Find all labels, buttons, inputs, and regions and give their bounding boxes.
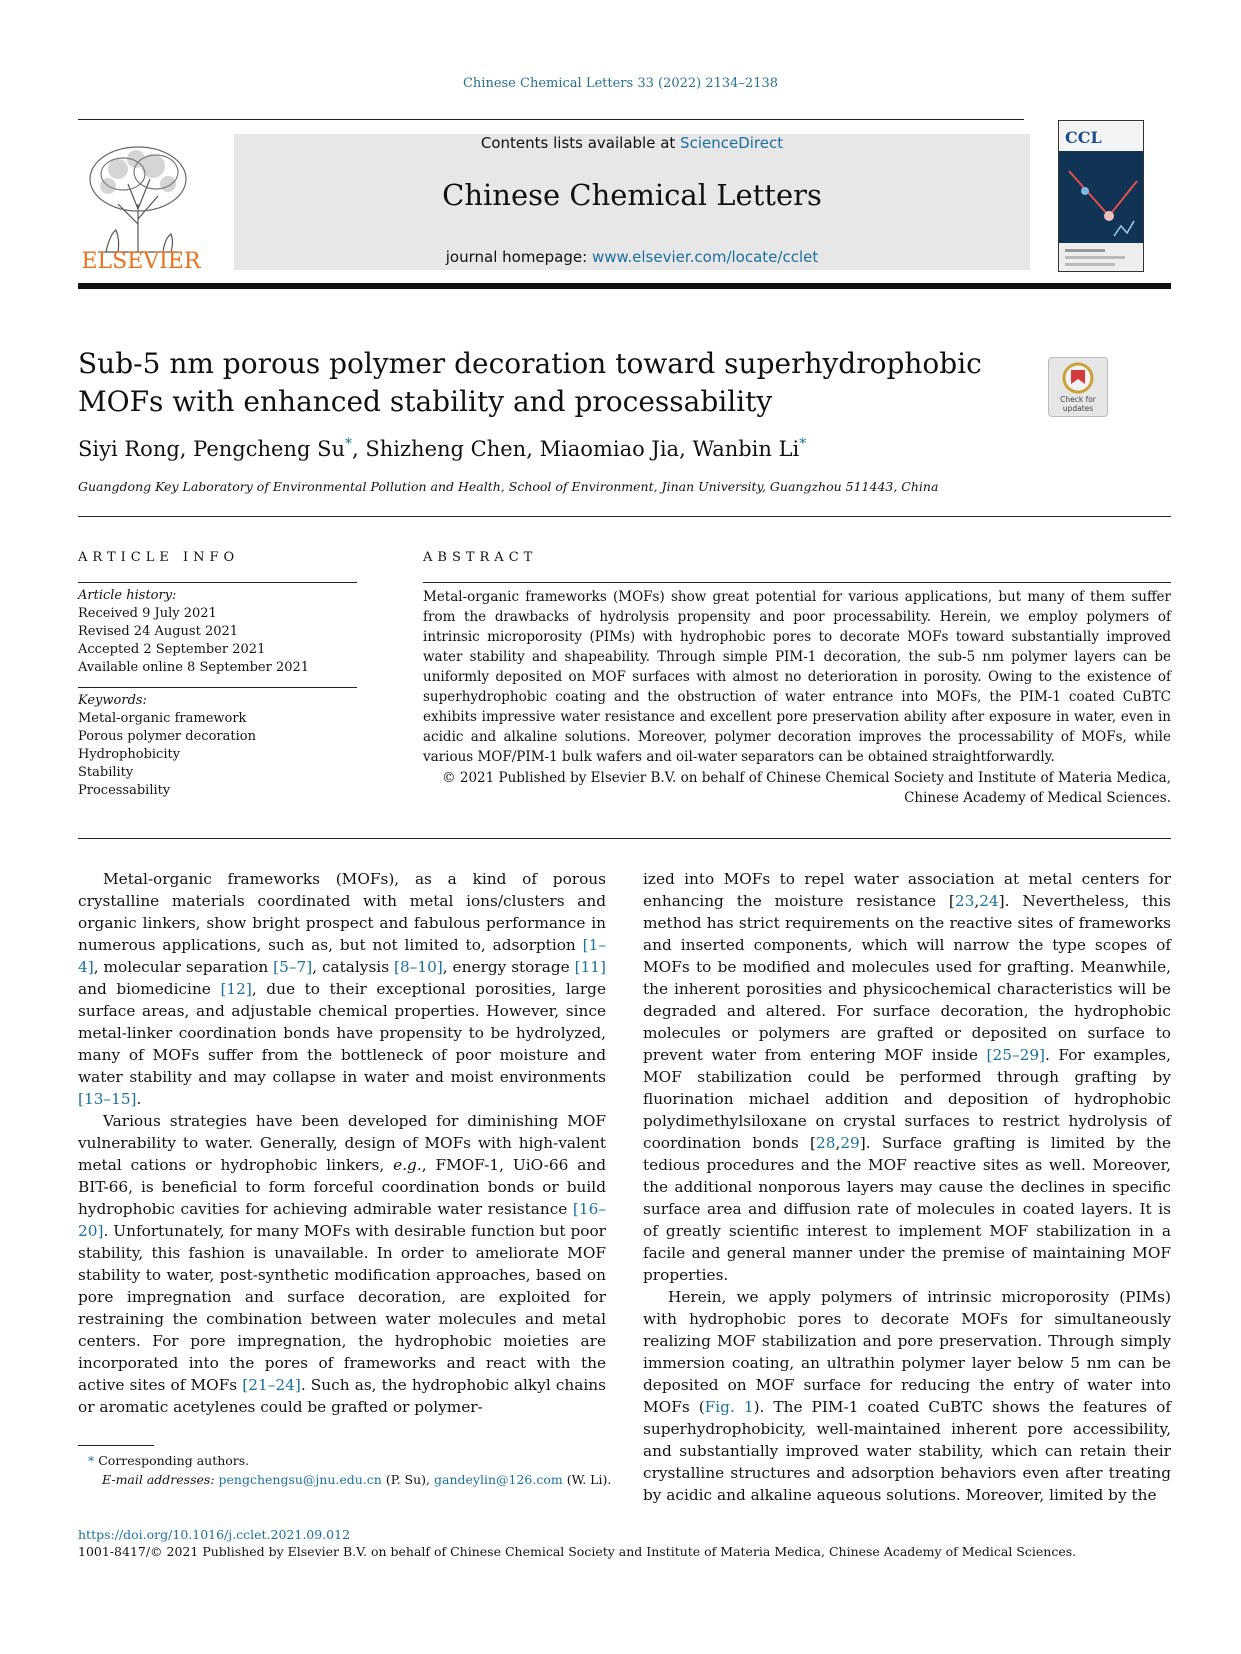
affiliation: Guangdong Key Laboratory of Environmental Pollution and Health, School of Environment, Jinan University, Guangzhou 511443, China bbox=[78, 479, 939, 494]
reference-link[interactable]: [12] bbox=[220, 980, 252, 998]
email-link-su[interactable]: pengchengsu@jnu.edu.cn bbox=[218, 1472, 382, 1487]
journal-title: Chinese Chemical Letters bbox=[442, 178, 822, 212]
elsevier-logo bbox=[78, 134, 204, 270]
history-online: Available online 8 September 2021 bbox=[78, 660, 310, 675]
body-text: . For examples, MOF stabilization could be performed through grafting by fluorination michael addition and deposition of hydrophobic polydimethylsiloxane on crystal surfaces to restrict hydrolysis of coordination bonds [ bbox=[643, 1046, 1171, 1152]
article-history bbox=[78, 587, 357, 677]
body-text: ]. Nevertheless, this method has strict requirements on the reactive sites of frameworks and inserted components, which will narrow the type scopes of MOFs to be modified and molecules used for grafting. Meanwhile, the inherent porosities and physicochemical characteristics will be degraded and altered. For surface decoration, the hydrophobic molecules or polymers are grafted or deposited on surface to prevent water from entering MOF inside bbox=[643, 892, 1171, 1064]
keyword-item: Porous polymer decoration bbox=[78, 729, 256, 744]
body-text: and biomedicine bbox=[78, 980, 221, 998]
body-text: Herein, we apply polymers of intrinsic microporosity (PIMs) with hydrophobic pores to decorate MOFs for simultaneously realizing MOF stabilization and pore preservation. Through simply immersion coating, an ultrathin polymer layer below 5 nm can be deposited on MOF surface for reducing the entry of water into MOFs ( bbox=[643, 1288, 1171, 1416]
crossmark-icon bbox=[1049, 358, 1107, 416]
footnote-rule bbox=[78, 1445, 154, 1446]
body-paragraph bbox=[78, 868, 606, 1110]
keywords-rule bbox=[78, 687, 357, 688]
corresponding-author-marker[interactable]: * bbox=[345, 436, 352, 452]
journal-homepage-link[interactable]: www.elsevier.com/locate/cclet bbox=[591, 248, 819, 266]
reference-link[interactable]: [13–15] bbox=[78, 1090, 137, 1108]
reference-link[interactable]: [8–10] bbox=[393, 958, 443, 976]
body-text: . Such as, the hydrophobic alkyl chains or aromatic acetylenes could be grafted or polymer- bbox=[78, 1376, 606, 1416]
body-text: e.g. bbox=[393, 1156, 422, 1174]
email-link-li[interactable]: gandeylin@126.com bbox=[433, 1472, 563, 1487]
body-rule bbox=[78, 838, 1171, 839]
contents-line bbox=[234, 134, 1030, 152]
history-revised: Revised 24 August 2021 bbox=[78, 624, 239, 639]
contents-prefix: Contents lists available at bbox=[480, 134, 681, 152]
body-text: . Unfortunately, for many MOFs with desirable function but poor stability, this fashion is unavailable. In order to ameliorate MOF stability to water, post-synthetic modification approaches, based on pore impregnation and surface decoration, are exploited for restraining the combination between water molecules and metal centers. For pore impregnation, the hydrophobic moieties are incorporated into the pores of frameworks and react with the active sites of MOFs bbox=[78, 1222, 606, 1394]
reference-link[interactable]: [16–20] bbox=[78, 1200, 606, 1240]
sciencedirect-link[interactable]: ScienceDirect bbox=[680, 134, 784, 152]
check-for-updates-badge[interactable] bbox=[1048, 357, 1108, 417]
journal-masthead bbox=[234, 134, 1030, 270]
homepage-line bbox=[234, 248, 1030, 266]
footnote-asterisk: * bbox=[88, 1453, 95, 1468]
keyword-item: Metal-organic framework bbox=[78, 711, 247, 726]
keywords-label: Keywords: bbox=[78, 693, 147, 708]
body-text: , energy storage bbox=[442, 958, 575, 976]
body-text: Metal-organic frameworks (MOFs), as a kind of porous crystalline materials coordinated with metal ions/clusters and organic linkers, show bright prospect and fabulous performance in numerous applications, such as, but not limited to, adsorption bbox=[78, 870, 606, 954]
svg-text:Check for: Check for bbox=[1060, 395, 1096, 404]
body-text: , bbox=[835, 1134, 841, 1152]
history-received: Received 9 July 2021 bbox=[78, 606, 217, 621]
abstract-text: Metal-organic frameworks (MOFs) show great potential for various applications, but many of them suffer from the drawbacks of hydrolysis propensity and poor processability. Herein, we employ polymers of intrinsic microporosity (PIMs) with hydrophobic pores to decorate MOFs toward substantially improved water stability and shapeability. Through simple PIM-1 decoration, the sub-5 nm polymer layers can be uniformly deposited on MOF surfaces with almost no deterioration in porosity. Owing to the existence of superhydrophobic coating and the obstruction of water entrance into MOFs, the PIM-1 coated CuBTC exhibits impressive water resistance and excellent pore preservation ability after exposure in water, even in acidic and alkaline solutions. Moreover, polymer decoration improves the processability of MOFs, while various MOF/PIM-1 bulk wafers and oil-water separators can be obtained straightforwardly. bbox=[423, 589, 1171, 765]
reference-link[interactable]: [5–7] bbox=[273, 958, 313, 976]
abstract-rule bbox=[423, 582, 1171, 583]
homepage-prefix: journal homepage: bbox=[445, 248, 592, 266]
body-text: , catalysis bbox=[312, 958, 394, 976]
journal-citation[interactable]: Chinese Chemical Letters 33 (2022) 2134–2138 bbox=[462, 76, 779, 91]
header-thick-rule bbox=[78, 283, 1171, 289]
keywords bbox=[78, 692, 357, 800]
history-accepted: Accepted 2 September 2021 bbox=[78, 642, 266, 657]
reference-link[interactable]: Fig. 1 bbox=[704, 1398, 754, 1416]
article-info-rule bbox=[78, 582, 357, 583]
body-paragraph bbox=[78, 1110, 606, 1418]
reference-link[interactable]: 29 bbox=[840, 1134, 860, 1152]
reference-link[interactable]: [21–24] bbox=[242, 1376, 301, 1394]
footnote bbox=[78, 1451, 638, 1489]
body-text: , molecular separation bbox=[93, 958, 274, 976]
reference-link[interactable]: [11] bbox=[574, 958, 607, 976]
keyword-item: Hydrophobicity bbox=[78, 747, 181, 762]
history-label: Article history: bbox=[78, 588, 177, 603]
article-info-heading: ARTICLE INFO bbox=[78, 550, 240, 565]
reference-link[interactable]: 23 bbox=[954, 892, 975, 910]
keyword-item: Stability bbox=[78, 765, 134, 780]
author-name: Siyi Rong bbox=[78, 437, 180, 461]
author-name: Shizheng Chen bbox=[365, 437, 527, 461]
abstract-heading: ABSTRACT bbox=[423, 550, 538, 565]
svg-text:updates: updates bbox=[1062, 404, 1094, 413]
body-text: ). The PIM-1 coated CuBTC shows the features of superhydrophobicity, well-maintained inherent pore accessibility, and substantially improved water stability, which can retain their crystalline structures and adsorption behaviors even after treating by acidic and alkaline aqueous solutions. Moreover, limited by the bbox=[643, 1398, 1171, 1504]
body-text: ized into MOFs to repel water association at metal centers for enhancing the moisture resistance [ bbox=[643, 870, 1171, 910]
reference-link[interactable]: [25–29] bbox=[986, 1046, 1046, 1064]
corresponding-note: Corresponding authors. bbox=[98, 1453, 250, 1468]
author-name: Miaomiao Jia bbox=[539, 437, 680, 461]
email-label: E-mail addresses: bbox=[102, 1472, 219, 1487]
keyword-item: Processability bbox=[78, 783, 171, 798]
body-column-left bbox=[78, 868, 606, 1418]
corresponding-author-marker[interactable]: * bbox=[799, 436, 807, 452]
body-text: ]. Surface grafting is limited by the tedious procedures and the MOF reactive sites as well. Moreover, the additional nonporous layers may cause the declines in specific surface area and diffusion rate of molecules in coated layers. It is of greatly scientific interest to implement MOF stabilization in a facile and general manner under the premise of maintaining MOF properties. bbox=[643, 1134, 1171, 1284]
body-text: . bbox=[136, 1090, 142, 1108]
title-rule bbox=[78, 516, 1171, 517]
body-text: Various strategies have been developed for diminishing MOF vulnerability to water. Generally, design of MOFs with high-valent metal cations or hydrophobic linkers, bbox=[78, 1112, 606, 1174]
email-owner: (W. Li). bbox=[562, 1472, 612, 1487]
author-name: Pengcheng Su bbox=[193, 437, 345, 461]
reference-link[interactable]: 24 bbox=[979, 892, 999, 910]
reference-link[interactable]: [1–4] bbox=[78, 936, 606, 976]
article-title: Sub-5 nm porous polymer decoration toward superhydrophobic MOFs with enhanced stability and processability bbox=[78, 347, 982, 418]
issn-copyright-line: 1001-8417/© 2021 Published by Elsevier B.V. on behalf of Chinese Chemical Society and Institute of Materia Medica, Chinese Academy of Medical Sciences. bbox=[78, 1544, 1077, 1559]
body-text: , due to their exceptional porosities, large surface areas, and adjustable chemical properties. However, since metal-linker coordination bonds have propensity to be hydrolyzed, many of MOFs suffer from the bottleneck of poor moisture and water stability and may collapse in water and moist environments bbox=[78, 980, 606, 1086]
journal-cover-thumbnail[interactable] bbox=[1058, 120, 1144, 272]
email-owner: (P. Su), bbox=[381, 1472, 434, 1487]
body-text: , bbox=[974, 892, 980, 910]
header-rule bbox=[78, 119, 1024, 120]
doi-link[interactable]: https://doi.org/10.1016/j.cclet.2021.09.012 bbox=[78, 1527, 351, 1542]
body-paragraph bbox=[643, 868, 1171, 1286]
body-column-right bbox=[643, 868, 1171, 1506]
author-name: Wanbin Li bbox=[692, 437, 800, 461]
abstract-copyright: © 2021 Published by Elsevier B.V. on behalf of Chinese Chemical Society and Institute of Materia Medica, Chinese Academy of Medical Sciences. bbox=[442, 770, 1171, 806]
svg-text:CCL: CCL bbox=[1065, 128, 1102, 147]
reference-link[interactable]: 28 bbox=[815, 1134, 836, 1152]
body-text: , FMOF-1, UiO-66 and BIT-66, is beneficial to form forceful coordination bonds or build hydrophobic cavities for achieving admirable water resistance bbox=[78, 1156, 606, 1218]
body-paragraph bbox=[643, 1286, 1171, 1506]
author-list: Siyi Rong, Pengcheng Su*, Shizheng Chen, Miaomiao Jia, Wanbin Li* bbox=[78, 436, 807, 461]
svg-text:ELSEVIER: ELSEVIER bbox=[81, 249, 201, 270]
